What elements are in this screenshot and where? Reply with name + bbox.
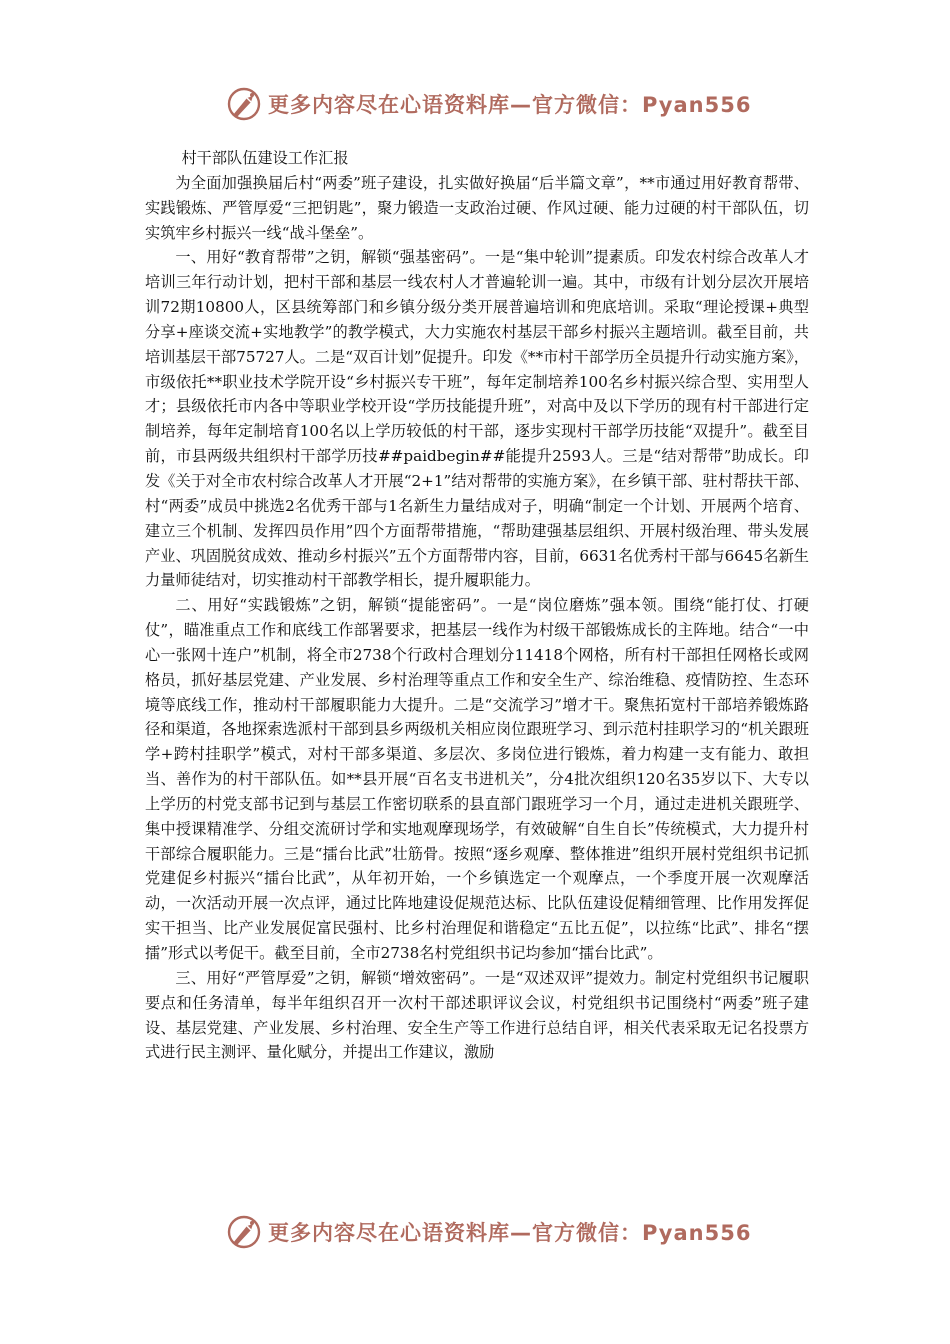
paragraph-section-1: 一、用好“教育帮带”之钥，解锁“强基密码”。一是“集中轮训”提素质。印发农村综合改革人才培训三年行动计划，把村干部和基层一线农村人才普遍轮训一遍。其中，市级有计划分层次开展培训72期10800人，区县统筹部门和乡镇分级分类开展普遍培训和兜底培训。采取“理论授课+典型分享+座谈交流+实地教学”的教学模式，大力实施农村基层干部乡村振兴主题培训。截至目前，共培训基层干部75727人。二是“双百计划”促提升。印发《**市村干部学历全员提升行动实施方案》，市级依托**职业技术学院开设“乡村振兴专干班”，每年定制培养100名乡村振兴综合型、实用型人才；县级依托市内各中等职业学校开设“学历技能提升班”，对高中及以下学历的现有村干部进行定制培养，每年定制培育100名以上学历较低的村干部，逐步实现村干部学历技能“双提升”。截至目前，市县两级共组织村干部学历技##paidbegin##能提升2593人。三是“结对帮带”助成长。印发《关于对全市农村综合改革人才开展“2+1”结对帮带的实施方案》，在乡镇干部、驻村帮扶干部、村“两委”成员中挑选2名优秀干部与1名新生力量结成对子，明确“制定一个计划、开展两个培育、建立三个机制、发挥四员作用”四个方面帮带措施，“帮助建强基层组织、开展村级治理、带头发展产业、巩固脱贫成效、推动乡村振兴”五个方面帮带内容，目前，6631名优秀村干部与6645名新生力量师徒结对，切实推动村干部教学相长，提升履职能力。 [145,248,809,590]
paragraph-section-3: 三、用好“严管厚爱”之钥，解锁“增效密码”。一是“双述双评”提效力。制定村党组织书记履职要点和任务清单，每半年组织召开一次村干部述职评议会议，村党组织书记围绕村“两委”班子建设、基层党建、产业发展、乡村治理、安全生产等工作进行总结自评，相关代表采取无记名投票方式进行民主测评、量化赋分，并提出工作建议，激励 [145,968,809,1062]
paragraph-intro: 为全面加强换届后村“两委”班子建设，扎实做好换届“后半篇文章”，**市通过用好教育帮带、实践锻炼、严管厚爱“三把钥匙”，聚力锻造一支政治过硬、作风过硬、能力过硬的村干部队伍，切实筑牢乡村振兴一线“战斗堡垒”。 [145,173,809,242]
logo-icon [226,86,262,122]
logo-icon [226,1214,262,1250]
paragraph-section-2: 二、用好“实践锻炼”之钥，解锁“提能密码”。一是“岗位磨炼”强本领。围绕“能打仗、打硬仗”，瞄准重点工作和底线工作部署要求，把基层一线作为村级干部锻炼成长的主阵地。结合“一中心一张网十连户”机制，将全市2738个行政村合理划分11418个网格，所有村干部担任网格长或网格员，抓好基层党建、产业发展、乡村治理等重点工作和安全生产、综治维稳、疫情防控、生态环境等底线工作，推动村干部履职能力大提升。二是“交流学习”增才干。聚焦拓宽村干部培养锻炼路径和渠道，各地探索选派村干部到县乡两级机关相应岗位跟班学习、到示范村挂职学习的“机关跟班学+跨村挂职学”模式，对村干部多渠道、多层次、多岗位进行锻炼，着力构建一支有能力、敢担当、善作为的村干部队伍。如**县开展“百名支书进机关”，分4批次组织120名35岁以下、大专以上学历的村党支部书记到与基层工作密切联系的县直部门跟班学习一个月，通过走进机关跟班学、集中授课精准学、分组交流研讨学和实地观摩现场学，有效破解“自生自长”传统模式，大力提升村干部综合履职能力。三是“擂台比武”壮筋骨。按照“逐乡观摩、整体推进”组织开展村党组织书记抓党建促乡村振兴“擂台比武”，从年初开始，一个乡镇选定一个观摩点，一个季度开展一次观摩活动，一次活动开展一次点评，通过比阵地建设促规范达标、比队伍建设促精细管理、比作用发挥促实干担当、比产业发展促富民强村、比乡村治理促和谐稳定“五比五促”，以拉练“比武”、排名“摆擂”形式以考促干。截至目前，全市2738名村党组织书记均参加“擂台比武”。 [145,596,809,962]
document-body [145,146,809,1065]
watermark-banner-top [226,84,751,124]
watermark-text: 更多内容尽在心语资料库—官方微信：Pyan556 [268,1221,752,1245]
watermark-text: 更多内容尽在心语资料库—官方微信：Pyan556 [268,93,752,117]
watermark-banner-bottom [226,1212,751,1252]
document-title: 村干部队伍建设工作汇报 [181,149,349,167]
